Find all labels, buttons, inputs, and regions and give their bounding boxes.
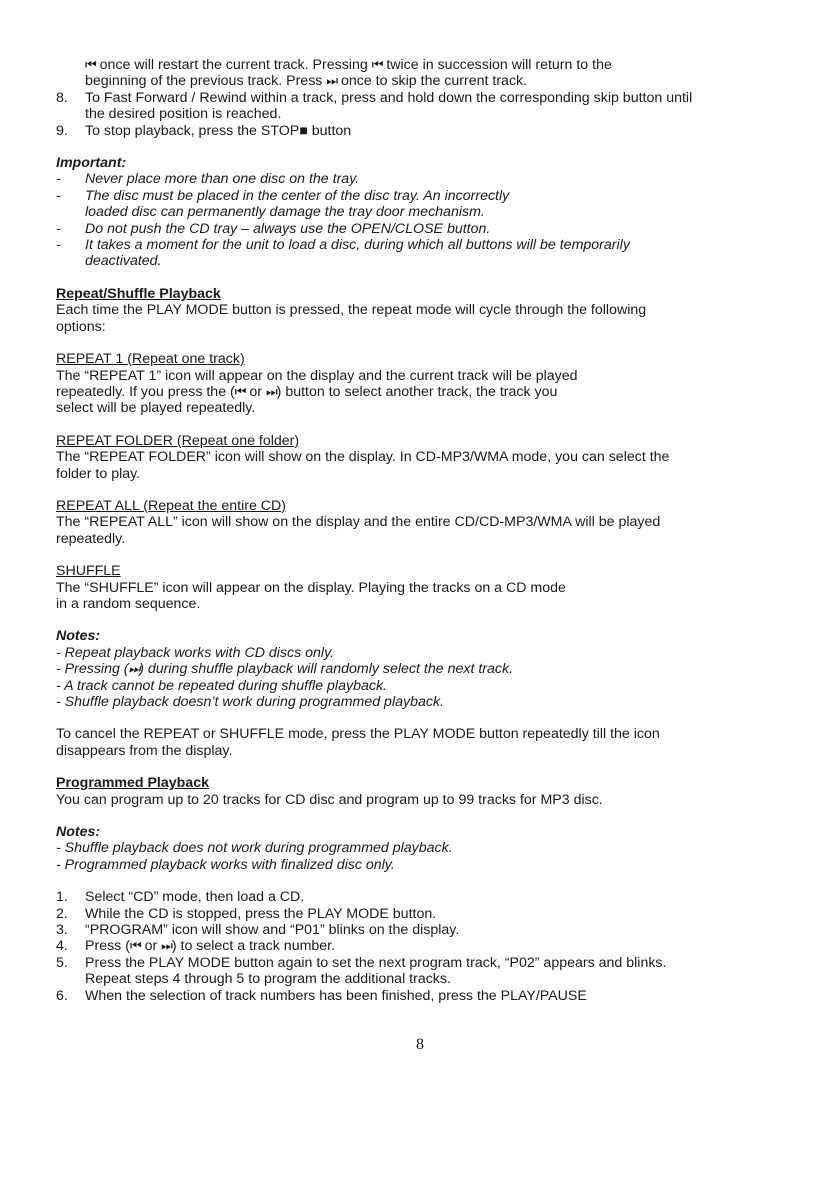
program-steps (56, 889, 776, 1004)
repeat-all-heading: REPEAT ALL (Repeat the entire CD) (56, 497, 286, 514)
manual-page (56, 57, 776, 1004)
repeat-intro: Each time the PLAY MODE button is pressed, the repeat mode will cycle through the following (56, 302, 647, 319)
repeat-1-text: repeatedly. If you press the (⏮ or ⏭) button to select another track, the track you (56, 383, 558, 400)
note-item: - Shuffle playback does not work during programmed playback. (56, 840, 453, 857)
skip-back-icon: ⏮ (371, 57, 383, 72)
skip-back-icon: ⏮ (234, 383, 246, 399)
page-number: 8 (416, 1036, 424, 1053)
program-text: You can program up to 20 tracks for CD disc and program up to 99 tracks for MP3 disc. (56, 791, 603, 808)
important-heading: Important: (56, 155, 127, 172)
note-item: - Programmed playback works with finalized disc only. (56, 856, 395, 873)
note-item: - Shuffle playback doesn’t work during programmed playback. (56, 694, 444, 710)
important-item: - Never place more than one disc on the tray. (56, 171, 360, 188)
skip-forward-icon: ⏭ (161, 938, 172, 954)
shuffle-text: in a random sequence. (56, 595, 201, 612)
repeat-intro-cont: options: (56, 318, 106, 335)
note-item: - Repeat playback works with CD discs only. (56, 644, 335, 661)
shuffle-heading: SHUFFLE (56, 563, 121, 580)
important-item: - The disc must be placed in the center of the disc tray. An incorrectly loaded disc can permanently damage the tray door mechanism. (56, 187, 510, 221)
continuation-line-2: beginning of the previous track. Press ⏭ once to skip the current track. (85, 73, 528, 90)
notes-list (56, 645, 776, 711)
note-item: - A track cannot be repeated during shuffle playback. (56, 677, 387, 694)
step-9: 9. To stop playback, press the STOP■ button (56, 122, 352, 139)
skip-forward-icon: ⏭ (265, 383, 277, 399)
step-5: 5. Press the PLAY MODE button again to set the next program track, “P02” appears and blinks. Repeat steps 4 through 5 to program the additional tracks. (56, 954, 667, 988)
notes-heading: Notes: (56, 628, 101, 645)
notes-heading: Notes: (56, 824, 101, 841)
cancel-text: To cancel the REPEAT or SHUFFLE mode, press the PLAY MODE button repeatedly till the icon (56, 726, 660, 743)
repeat-1-text: select will be played repeatedly. (56, 400, 256, 417)
step-6: 6. When the selection of track numbers has been finished, press the PLAY/PAUSE (56, 987, 587, 1004)
important-item: - Do not push the CD tray – always use the OPEN/CLOSE button. (56, 220, 491, 237)
skip-forward-icon: ⏭ (128, 661, 140, 677)
skip-back-icon: ⏮ (85, 57, 96, 72)
step-2: 2. While the CD is stopped, press the PLAY MODE button. (56, 905, 437, 922)
repeat-1-heading: REPEAT 1 (Repeat one track) (56, 351, 245, 368)
skip-back-icon: ⏮ (129, 938, 141, 954)
repeat-all-text: The “REPEAT ALL” icon will show on the display and the entire CD/CD-MP3/WMA will be played (56, 514, 661, 531)
continuation-line-1: ⏮ once will restart the current track. Pressing ⏮ twice in succession will return to the (85, 57, 612, 73)
skip-forward-icon: ⏭ (326, 73, 338, 89)
cancel-text: disappears from the display. (56, 742, 233, 759)
section-heading-repeat: Repeat/Shuffle Playback (56, 285, 221, 302)
stop-icon: ■ (299, 122, 308, 139)
notes-list (56, 840, 776, 873)
section-heading-program: Programmed Playback (56, 775, 209, 792)
note-item: - Pressing (⏭) during shuffle playback will randomly select the next track. (56, 661, 514, 678)
repeat-all-text: repeatedly. (56, 530, 126, 547)
important-list (56, 171, 776, 269)
repeat-1-text: The “REPEAT 1” icon will appear on the display and the current track will be played (56, 367, 578, 384)
repeat-folder-text: folder to play. (56, 465, 141, 482)
repeat-folder-heading: REPEAT FOLDER (Repeat one folder) (56, 432, 300, 449)
repeat-folder-text: The “REPEAT FOLDER” icon will show on the display. In CD-MP3/WMA mode, you can select the (56, 449, 670, 466)
step-3: 3. “PROGRAM” icon will show and “P01” blinks on the display. (56, 922, 460, 939)
step-1: 1. Select “CD” mode, then load a CD. (56, 889, 305, 906)
shuffle-text: The “SHUFFLE” icon will appear on the display. Playing the tracks on a CD mode (56, 579, 566, 596)
important-item: - It takes a moment for the unit to load a disc, during which all buttons will be temporarily deactivated. (56, 237, 630, 270)
step-8: 8. To Fast Forward / Rewind within a track, press and hold down the corresponding skip button until the desired position is reached. (56, 89, 693, 123)
step-4: 4. Press (⏮ or ⏭) to select a track number. (56, 938, 336, 955)
